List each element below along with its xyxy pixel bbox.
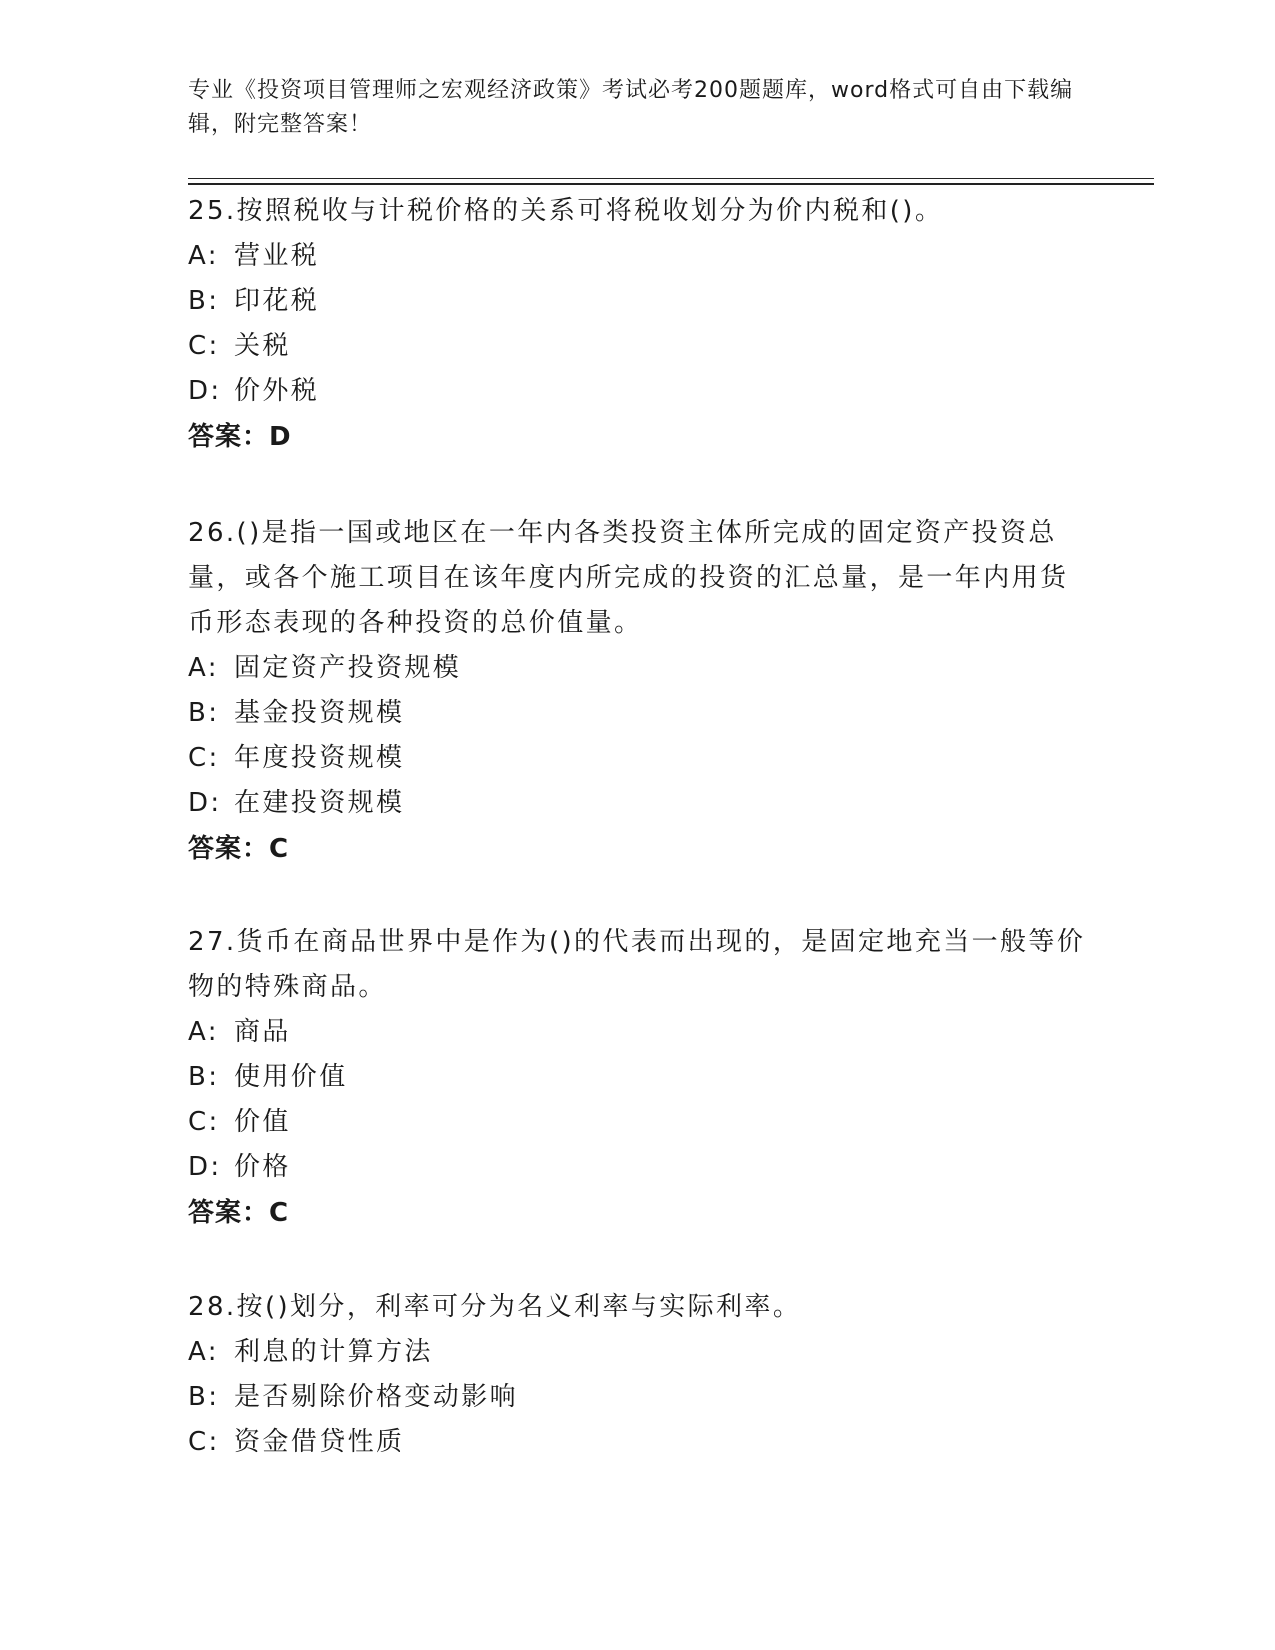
option-c: [188, 736, 1088, 781]
option-text: 商品: [234, 1017, 291, 1047]
option-letter: B:: [188, 286, 220, 316]
question-stem: 26.()是指一国或地区在一年内各类投资主体所完成的固定资产投资总量，或各个施工项目在该年度内所完成的投资的汇总量，是一年内用货币形态表现的各种投资的总价值量。: [188, 518, 1069, 638]
option-b: [188, 691, 1088, 736]
option-text: 关税: [234, 331, 291, 361]
option-letter: C:: [188, 1107, 220, 1137]
option-a: [188, 1010, 1088, 1055]
option-letter: A:: [188, 1017, 219, 1047]
option-text: 资金借贷性质: [234, 1427, 405, 1457]
option-text: 价值: [234, 1107, 291, 1137]
option-text: 在建投资规模: [234, 788, 405, 818]
answer-line: 答案：D: [188, 422, 292, 452]
question-25: [188, 189, 1088, 460]
header-divider-thin: [188, 178, 1154, 179]
question-stem: 27.货币在商品世界中是作为()的代表而出现的，是固定地充当一般等价物的特殊商品。: [188, 927, 1086, 1002]
option-b: [188, 1055, 1088, 1100]
option-letter: D:: [188, 376, 222, 406]
option-text: 价外税: [234, 376, 320, 406]
option-d: [188, 369, 1088, 414]
option-b: [188, 1375, 1088, 1420]
option-c: [188, 324, 1088, 369]
option-d: [188, 781, 1088, 826]
answer-line: 答案：C: [188, 1198, 290, 1228]
option-c: [188, 1420, 1088, 1465]
header-divider-thick: [188, 183, 1154, 185]
option-text: 固定资产投资规模: [234, 653, 462, 683]
option-a: [188, 234, 1088, 279]
option-text: 是否剔除价格变动影响: [234, 1382, 519, 1412]
option-letter: C:: [188, 1427, 220, 1457]
option-letter: B:: [188, 698, 220, 728]
option-text: 利息的计算方法: [234, 1337, 433, 1367]
option-text: 营业税: [234, 241, 320, 271]
option-letter: A:: [188, 241, 219, 271]
option-letter: B:: [188, 1382, 220, 1412]
option-letter: B:: [188, 1062, 220, 1092]
option-text: 印花税: [234, 286, 320, 316]
option-letter: D:: [188, 1152, 222, 1182]
option-b: [188, 279, 1088, 324]
document-header: 专业《投资项目管理师之宏观经济政策》考试必考200题题库，word格式可自由下载编辑，附完整答案！: [188, 78, 1074, 137]
question-26: [188, 511, 1088, 872]
option-letter: A:: [188, 1337, 219, 1367]
option-d: [188, 1145, 1088, 1190]
option-letter: D:: [188, 788, 222, 818]
option-a: [188, 1330, 1088, 1375]
answer-line: 答案：C: [188, 834, 290, 864]
question-stem: 28.按()划分，利率可分为名义利率与实际利率。: [188, 1292, 802, 1322]
option-a: [188, 646, 1088, 691]
option-text: 基金投资规模: [234, 698, 405, 728]
option-text: 价格: [234, 1152, 291, 1182]
option-text: 年度投资规模: [234, 743, 405, 773]
option-c: [188, 1100, 1088, 1145]
option-letter: C:: [188, 743, 220, 773]
question-28: [188, 1285, 1088, 1465]
question-stem: 25.按照税收与计税价格的关系可将税收划分为价内税和()。: [188, 196, 944, 226]
option-text: 使用价值: [234, 1062, 348, 1092]
question-27: [188, 920, 1088, 1236]
option-letter: C:: [188, 331, 220, 361]
option-letter: A:: [188, 653, 219, 683]
